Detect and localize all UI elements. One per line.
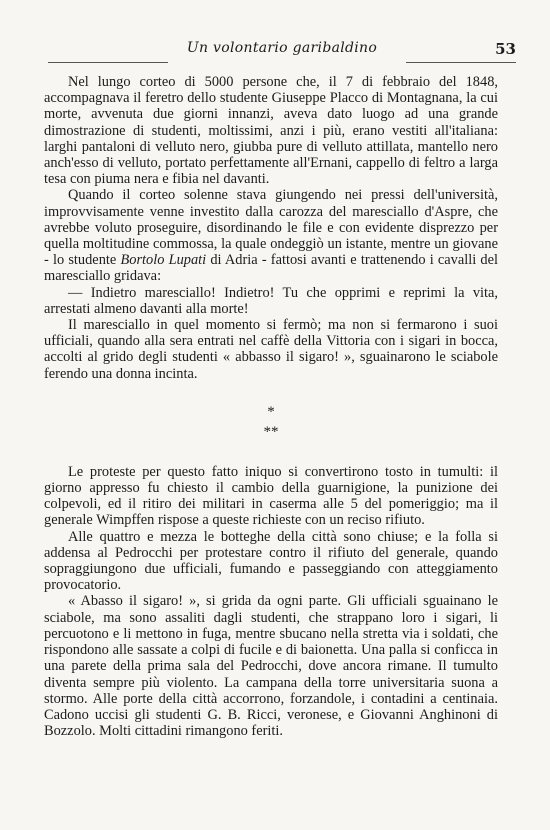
student-name: Bortolo Lupati bbox=[120, 252, 207, 269]
asterism-top: * bbox=[267, 403, 275, 420]
paragraph-shops-closed: Alle quattro e mezza le botteghe della città sono chiuse; e la folla si addensa al Pedrocchi per protestare contro il rifiuto del generale, quando sopraggiungono due ufficiali, fumando e passeggiando con atteggiamento provocatorio. bbox=[44, 528, 498, 594]
header-rule-left bbox=[48, 62, 168, 63]
page-header bbox=[48, 40, 516, 70]
paragraph-marshal-carriage bbox=[44, 187, 498, 284]
running-title: Un volontario garibaldino bbox=[186, 40, 378, 56]
paragraph-funeral-procession: Nel lungo corteo di 5000 persone che, il 7 di febbraio del 1848, accompagnava il feretro dello studente Giuseppe Placco di Montagnana, la cui morte, avvenuta due giorni innanzi, aveva dato luogo ad una grande dimostrazione di studenti, moltissimi, anzi i più, erano vestiti all'italiana: larghi pantaloni di velluto nero, giubba pure di velluto attillata, mantello nero anch'esso di velluto, portato perfettamente all'Ernani, cappello di feltro a larga tesa con piuma nera e fibia nel davanti. bbox=[44, 74, 498, 188]
header-rule-right bbox=[406, 62, 516, 63]
page-number: 53 bbox=[495, 40, 516, 58]
paragraph-officers-evening: Il maresciallo in quel momento si fermò; ma non si fermarono i suoi ufficiali, quando alla sera entrati nel caffè della Vittoria con i sigari in bocca, accolti al grido degli studenti « abbasso il sigaro! », sguainarono le sciabole ferendo una donna incinta. bbox=[44, 317, 498, 382]
paragraph-marshal-carriage-text: Quando il corteo solenne stava giungendo nei pressi dell'università, improvvisamente venne investito dalla carozza del maresciallo d'Aspre, che avrebbe voluto proseguire, disordinando le file e con evidente disprezzo per quella moltitudine commossa, la quale ondeggiò un istante, mentre un giovane - lo studente bbox=[44, 187, 498, 269]
paragraph-protests: Le proteste per questo fatto iniquo si convertirono tosto in tumulti: il giorno appresso fu chiesto il cambio della guarnigione, la punizione dei colpevoli, ed il ritiro dei militari in caserma alle 5 del pomeriggio; ma il generale Wimpffen rispose a queste richieste con un reciso rifiuto. bbox=[44, 463, 498, 529]
paragraph-student-cry: — Indietro maresciallo! Indietro! Tu che opprimi e reprimi la vita, arrestati almeno davanti alla morte! bbox=[44, 284, 498, 317]
asterism-bottom: ** bbox=[263, 423, 279, 440]
paragraph-marshal-carriage-end: di Adria - fattosi avanti e trattenendo i cavalli del maresciallo gridava: bbox=[44, 252, 498, 285]
page-body bbox=[44, 74, 498, 739]
section-separator bbox=[44, 403, 498, 440]
paragraph-tumult: « Abasso il sigaro! », si grida da ogni parte. Gli ufficiali sguainano le sciabole, ma sono assaliti dagli studenti, che strappano loro i sigari, li percuotono e li mettono in fuga, mentre sbucano nella stretta via i soldati, che rispondono alle sassate a colpi di fucile e di baionetta. Una palla si conficca in una parete della prima sala del Pedrocchi, dove ancora rimane. Il tumulto diventa sempre più violento. La campana della torre universitaria suona a stormo. Alle porte della città accorrono, forzandole, i contadini a centinaia. Cadono uccisi gli studenti G. B. Ricci, veronese, e Giovanni Anghinoni di Bozzolo. Molti cittadini rimangono feriti. bbox=[44, 593, 498, 740]
